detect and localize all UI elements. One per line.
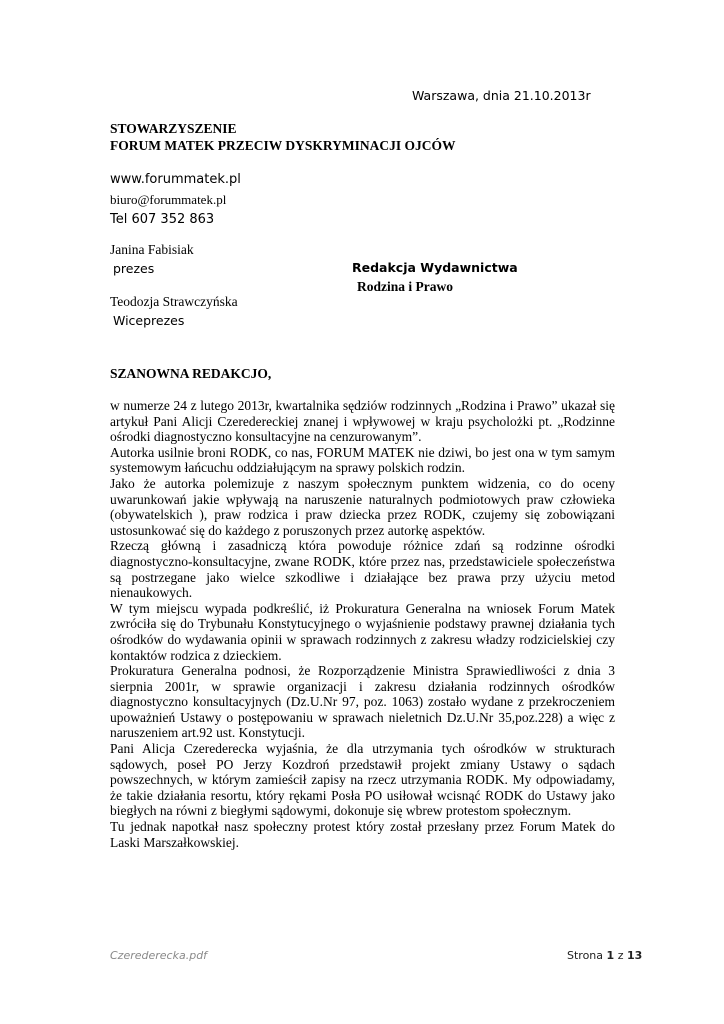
body-paragraph: Rzeczą główną i zasadniczą która powoduje różnice zdań są rodzinne ośrodki diagnostyczno-konsultacyjne, zwane RODK, które przez nas, przedstawiciele społeczeństwa są postrzegane jako wielce szkodliwe i działające bez prawa przy użyciu metod nienaukowych. [110, 538, 615, 601]
signatory-role: prezes [113, 261, 155, 276]
organization-block [110, 120, 456, 154]
recipient-line-1: Redakcja Wydawnictwa [352, 260, 518, 275]
organization-line-2: FORUM MATEK PRZECIW DYSKRYMINACJI OJCÓW [110, 138, 456, 153]
signatory-role: Wiceprezes [113, 313, 185, 328]
body-paragraph: w numerze 24 z lutego 2013r, kwartalnika sędziów rodzinnych „Rodzina i Prawo” ukazał się artykuł Pani Alicji Czeredereckiej znanej i wpływowej w kraju psycholożki pt. „Rodzinne ośrodki diagnostyczno konsultacyjne na cenzurowanym”. [110, 398, 615, 445]
page-current: 1 [606, 949, 615, 962]
footer-filename: Czerederecka.pdf [110, 949, 208, 962]
salutation: SZANOWNA REDAKCJO, [110, 366, 272, 381]
recipient-block [352, 258, 518, 296]
contact-website: www.forummatek.pl [110, 172, 241, 187]
body-paragraph: W tym miejscu wypada podkreślić, iż Prokuratura Generalna na wniosek Forum Matek zwróciła się do Trybunału Konstytucyjnego o wyjaśnienie podstawy prawnej działania tych ośrodków do wydawania opinii w sprawach rodzinnych z zakresu władzy rodzicielskiej czy kontaktów rodzica z dzieckiem. [110, 600, 615, 663]
letter-date: Warszawa, dnia 21.10.2013r [412, 88, 591, 103]
body-paragraph: Pani Alicja Czerederecka wyjaśnia, że dla utrzymania tych ośrodków w strukturach sądowych, poseł PO Jerzy Kozdroń przedstawił projekt zmiany Ustawy o sądach powszechnych, w którym zamieścił zapisy na rzecz utrzymania RODK. My odpowiadamy, że takie działania resortu, który rękami Posła PO usiłował wcisnąć RODK do Ustawy jako biegłych na równi z biegłymi sądowymi, dokonuje się wbrew protestom społecznym. [110, 741, 615, 819]
body-paragraph: Autorka usilnie broni RODK, co nas, FORUM MATEK nie dziwi, bo jest ona w tym samym systemowym łańcuchu oddziałującym na sprawy polskich rodzin. [110, 444, 615, 476]
recipient-line-2: Rodzina i Prawo [357, 279, 453, 294]
body-paragraph: Prokuratura Generalna podnosi, że Rozporządzenie Ministra Sprawiedliwości z dnia 3 sierpnia 2001r, w sprawie organizacji i zakresu działania rodzinnych ośrodków diagnostyczno konsultacyjnych (Dz.U.Nr 97, poz. 1063) zostało wydane z przekroczeniem upoważnień Ustawy o postępowaniu w sprawach nieletnich Dz.U.Nr 35,poz.228) a więc z naruszeniem art.92 ust. Konstytucji. [110, 663, 615, 741]
page-separator: z [617, 949, 624, 962]
contact-block [110, 170, 241, 230]
organization-line-1: STOWARZYSZENIE [110, 121, 237, 136]
signatory-name: Teodozja Strawczyńska [110, 294, 238, 309]
body-paragraph: Jako że autorka polemizuje z naszym społecznym punktem widzenia, co do oceny uwarunkowań jakie wpływają na naruszenie naturalnych podmiotowych praw człowieka (obywatelskich ), praw rodzica i praw dziecka przez RODK, czujemy się zobowiązani ustosunkować się do każdego z poruszonych przez autorkę aspektów. [110, 475, 615, 538]
contact-phone: Tel 607 352 863 [110, 212, 215, 227]
page-label: Strona [567, 949, 604, 962]
page-total: 13 [626, 949, 643, 962]
body-paragraph: Tu jednak napotkał nasz społeczny protest który został przesłany przez Forum Matek do Laski Marszałkowskiej. [110, 819, 615, 850]
footer-page-number [567, 949, 642, 962]
letter-body [110, 398, 615, 850]
signatory-2 [110, 292, 238, 330]
signatory-name: Janina Fabisiak [110, 242, 194, 257]
contact-email: biuro@forummatek.pl [110, 192, 227, 207]
signatory-1 [110, 240, 194, 278]
